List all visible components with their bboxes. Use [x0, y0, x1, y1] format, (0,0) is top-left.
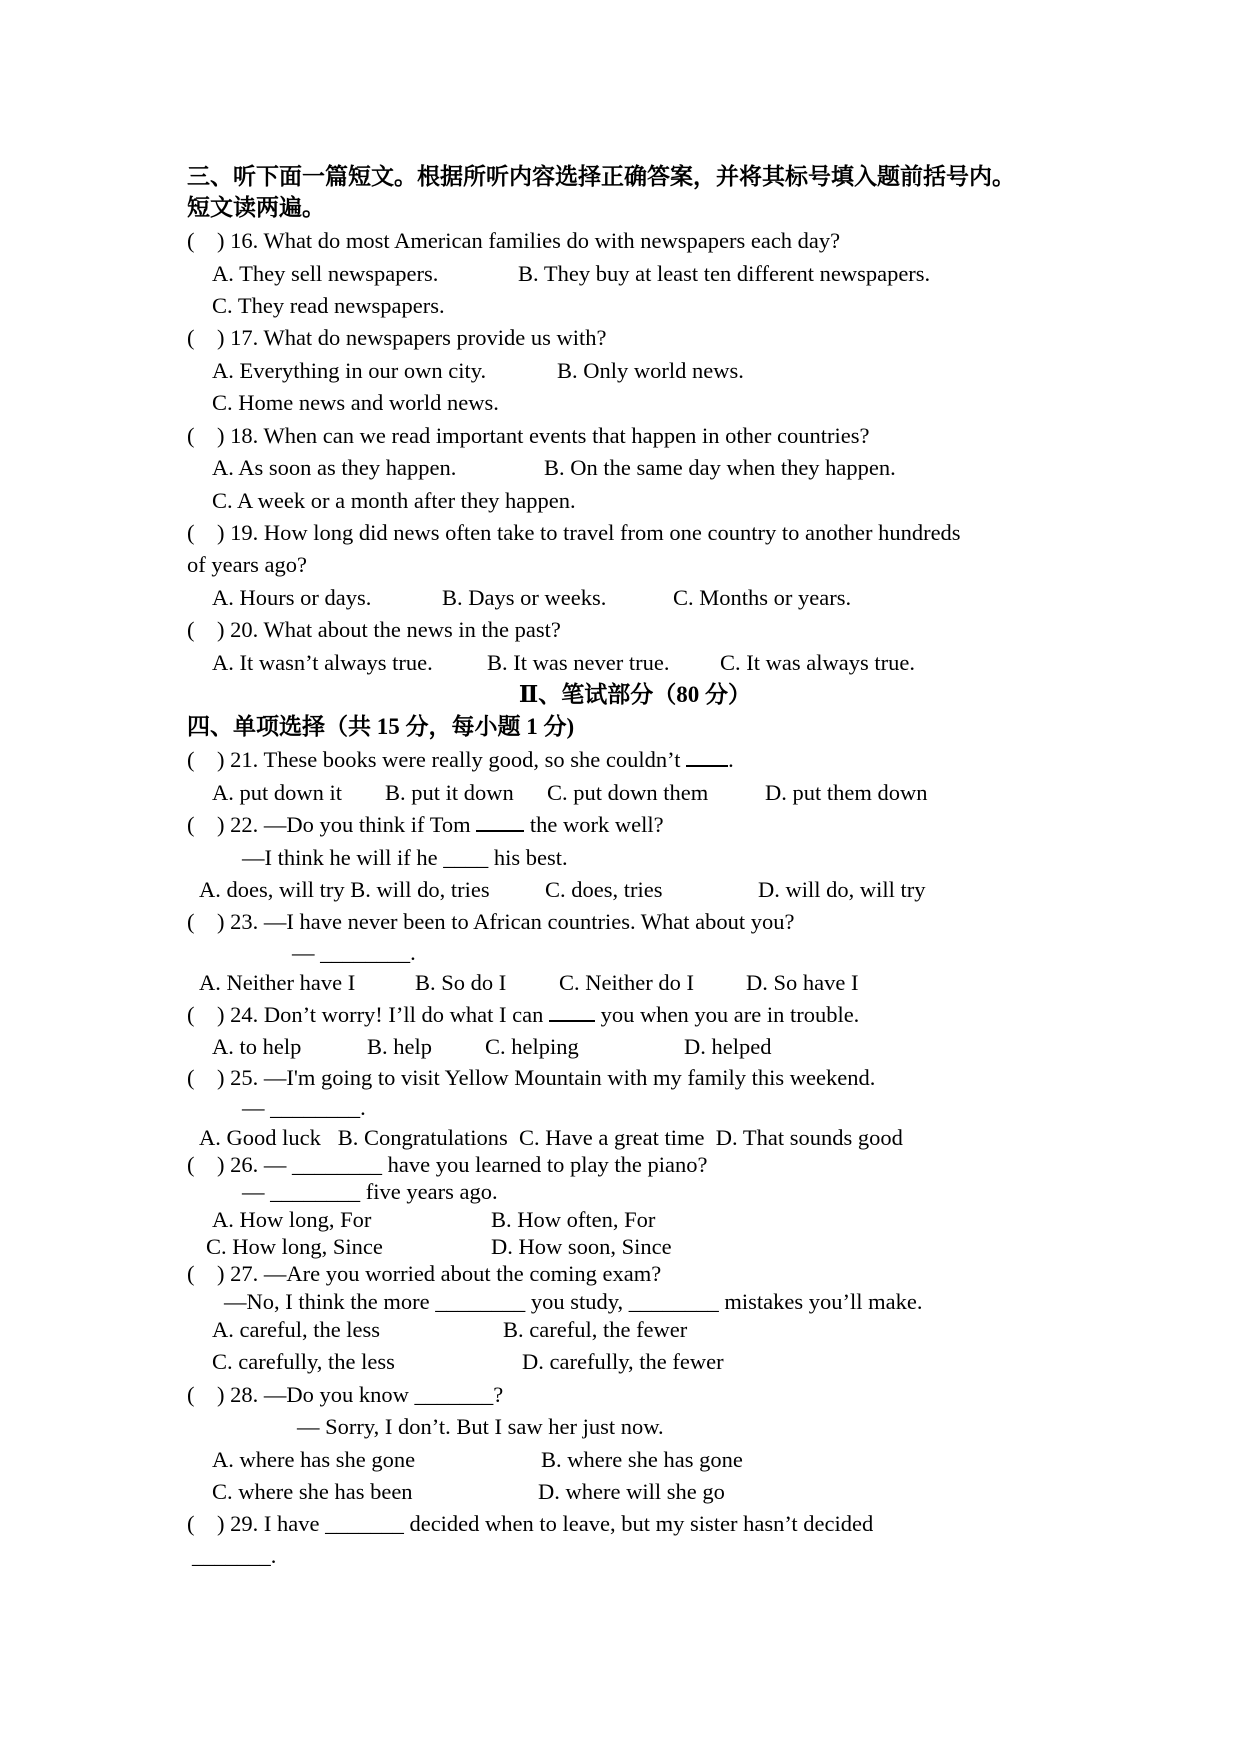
q22-text: ( ) 22. —Do you think if Tom: [187, 812, 477, 837]
q27-line2: —No, I think the more ________ you study, ________ mistakes you’ll make.: [224, 1289, 923, 1314]
q26-option-c: C. How long, Since: [206, 1234, 383, 1259]
q26-option-d: D. How soon, Since: [491, 1234, 672, 1259]
q29-line2: _______.: [192, 1543, 277, 1568]
q22-line2: —I think he will if he ____ his best.: [242, 845, 568, 870]
q28-option-a: A. where has she gone: [212, 1447, 416, 1472]
question-17: ( ) 17. What do newspapers provide us with?: [187, 325, 607, 350]
q19-option-b: B. Days or weeks.: [442, 585, 607, 610]
section3-title-cont: 短文读两遍。: [187, 195, 325, 220]
q24-option-a: A. to help: [212, 1034, 302, 1059]
q21-option-a: A. put down it: [212, 780, 343, 805]
q22-option-ab: A. does, will try B. will do, tries: [199, 877, 490, 902]
q23-option-c: C. Neither do I: [559, 970, 694, 995]
q17-option-c: C. Home news and world news.: [212, 390, 499, 415]
q16-option-b: B. They buy at least ten different newspapers.: [518, 261, 931, 286]
q24-option-b: B. help: [367, 1034, 432, 1059]
q28-line2: — Sorry, I don’t. But I saw her just now.: [297, 1414, 664, 1439]
q18-option-b: B. On the same day when they happen.: [544, 455, 896, 480]
q27-option-a: A. careful, the less: [212, 1317, 381, 1342]
question-19: ( ) 19. How long did news often take to travel from one country to another hundreds: [187, 520, 961, 545]
q21-blank: [686, 745, 728, 767]
q17-option-a: A. Everything in our own city.: [212, 358, 487, 383]
section3-title: 三、听下面一篇短文。根据所听内容选择正确答案，并将其标号填入题前括号内。: [187, 164, 1015, 189]
q22-option-d: D. will do, will try: [758, 877, 926, 902]
q23-option-a: A. Neither have I: [199, 970, 356, 995]
q20-option-c: C. It was always true.: [720, 650, 915, 675]
question-25: ( ) 25. —I'm going to visit Yellow Mountain with my family this weekend.: [187, 1065, 876, 1090]
question-24: [187, 1000, 859, 1030]
q21-text: ( ) 21. These books were really good, so she couldn’t: [187, 747, 687, 772]
q17-option-b: B. Only world news.: [557, 358, 744, 383]
q27-option-d: D. carefully, the fewer: [522, 1349, 724, 1374]
q24-option-d: D. helped: [684, 1034, 772, 1059]
q21-option-c: C. put down them: [547, 780, 709, 805]
question-22: [187, 810, 664, 840]
q26-option-b: B. How often, For: [491, 1207, 656, 1232]
q23-line2: — ________.: [292, 940, 416, 965]
q24-text: ( ) 24. Don’t worry! I’ll do what I can: [187, 1002, 549, 1027]
q16-option-a: A. They sell newspapers.: [212, 261, 439, 286]
q26-option-a: A. How long, For: [212, 1207, 372, 1232]
question-29: ( ) 29. I have _______ decided when to leave, but my sister hasn’t decided: [187, 1511, 874, 1536]
q22-option-c: C. does, tries: [545, 877, 663, 902]
question-16: ( ) 16. What do most American families do with newspapers each day?: [187, 228, 841, 253]
q21-option-d: D. put them down: [765, 780, 928, 805]
q21-option-b: B. put it down: [385, 780, 514, 805]
question-20: ( ) 20. What about the news in the past?: [187, 617, 561, 642]
q18-option-c: C. A week or a month after they happen.: [212, 488, 576, 513]
q18-option-a: A. As soon as they happen.: [212, 455, 457, 480]
q28-option-c: C. where she has been: [212, 1479, 413, 1504]
part2-title: Ⅱ、笔试部分（80 分）: [518, 682, 752, 707]
q24-blank: [549, 1000, 595, 1022]
q24-option-c: C. helping: [485, 1034, 579, 1059]
q24-text-end: you when you are in trouble.: [595, 1002, 860, 1027]
q26-line2: — ________ five years ago.: [242, 1179, 498, 1204]
q23-option-d: D. So have I: [746, 970, 859, 995]
q28-option-d: D. where will she go: [538, 1479, 725, 1504]
q25-line2: — ________.: [242, 1095, 366, 1120]
question-23: ( ) 23. —I have never been to African countries. What about you?: [187, 909, 795, 934]
q19-option-c: C. Months or years.: [673, 585, 852, 610]
q25-options: A. Good luck B. Congratulations C. Have a great time D. That sounds good: [199, 1125, 903, 1150]
q20-option-b: B. It was never true.: [487, 650, 670, 675]
q27-option-c: C. carefully, the less: [212, 1349, 395, 1374]
question-19-cont: of years ago?: [187, 552, 307, 577]
q21-text-end: .: [728, 747, 734, 772]
q20-option-a: A. It wasn’t always true.: [212, 650, 433, 675]
q19-option-a: A. Hours or days.: [212, 585, 372, 610]
q22-text-end: the work well?: [524, 812, 664, 837]
q23-option-b: B. So do I: [415, 970, 507, 995]
q27-option-b: B. careful, the fewer: [503, 1317, 688, 1342]
question-18: ( ) 18. When can we read important events that happen in other countries?: [187, 423, 870, 448]
q22-blank: [476, 810, 524, 832]
section4-title: 四、单项选择（共 15 分，每小题 1 分): [187, 714, 575, 739]
q16-option-c: C. They read newspapers.: [212, 293, 445, 318]
question-21: [187, 745, 734, 775]
question-27: ( ) 27. —Are you worried about the coming exam?: [187, 1261, 662, 1286]
question-28: ( ) 28. —Do you know _______?: [187, 1382, 504, 1407]
q28-option-b: B. where she has gone: [541, 1447, 743, 1472]
question-26: ( ) 26. — ________ have you learned to play the piano?: [187, 1152, 708, 1177]
